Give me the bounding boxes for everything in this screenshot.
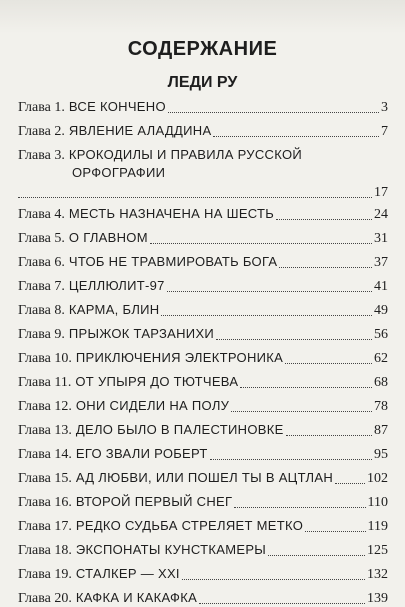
toc-entry [18,421,388,439]
dot-leader [216,338,372,340]
page-number: 49 [374,303,388,318]
chapter-label: Глава 20. [18,591,72,606]
chapter-title: ЭКСПОНАТЫ КУНСТКАМЕРЫ [75,542,267,557]
page-number: 68 [374,375,388,390]
chapter-title: ОНИ СИДЕЛИ НА ПОЛУ [75,398,230,413]
chapter-label: Глава 13. [18,423,72,438]
page-number: 37 [374,255,388,270]
chapter-label: Глава 15. [18,471,72,486]
toc-entry [18,373,388,391]
toc-entry [18,445,388,463]
toc-entry [18,205,388,223]
toc-entry [18,517,388,535]
chapter-title: ПРЫЖОК ТАРЗАНИХИ [68,326,215,341]
chapter-label: Глава 3. [18,148,65,163]
dot-leader [213,135,379,137]
toc-entry [18,253,388,271]
page-number: 119 [367,519,388,534]
toc-entry [18,589,388,607]
toc-entry [18,349,388,367]
page-number: 17 [374,185,388,200]
page-number: 41 [374,279,388,294]
toc-entry [18,122,388,140]
dot-leader [268,554,365,556]
chapter-label: Глава 2. [18,124,65,139]
toc-entry [18,493,388,511]
dot-leader [240,386,372,388]
toc-entry [18,325,388,343]
chapter-label: Глава 8. [18,303,65,318]
chapter-title: МЕСТЬ НАЗНАЧЕНА НА ШЕСТЬ [68,206,275,221]
chapter-title: ВТОРОЙ ПЕРВЫЙ СНЕГ [75,494,233,509]
chapter-label: Глава 14. [18,447,72,462]
page-number: 110 [367,495,388,510]
chapter-title: О ГЛАВНОМ [68,230,148,245]
page-number: 95 [374,447,388,462]
chapter-title: ПРИКЛЮЧЕНИЯ ЭЛЕКТРОНИКА [75,350,284,365]
chapter-label: Глава 9. [18,327,65,342]
chapter-label: Глава 7. [18,279,65,294]
toc-entry [18,565,388,583]
part-title: ЛЕДИ РУ [167,74,238,91]
page-number: 125 [367,543,388,558]
page-number: 78 [374,399,388,414]
chapter-title-continued: ОРФОГРАФИИ [72,165,166,180]
toc-entry [18,301,388,319]
dot-leader [234,506,365,508]
chapter-title: ОТ УПЫРЯ ДО ТЮТЧЕВА [75,374,239,389]
dot-leader [335,482,365,484]
dot-leader [199,602,365,604]
dot-leader [18,196,372,198]
page-number: 62 [374,351,388,366]
page-number: 31 [374,231,388,246]
chapter-title: КАФКА И КАКАФКА [75,590,198,605]
page-number: 132 [367,567,388,582]
contents-heading: СОДЕРЖАНИЕ [127,38,278,60]
chapter-label: Глава 19. [18,567,72,582]
toc-entry [18,541,388,559]
chapter-label: Глава 4. [18,207,65,222]
dot-leader [286,434,372,436]
toc-entry [18,146,388,201]
dot-leader [161,314,372,316]
toc-entry [18,277,388,295]
dot-leader [285,362,372,364]
chapter-label: Глава 18. [18,543,72,558]
dot-leader [276,218,372,220]
chapter-title: АД ЛЮБВИ, ИЛИ ПОШЕЛ ТЫ В АЦТЛАН [75,470,334,485]
chapter-label: Глава 5. [18,231,65,246]
page-number: 7 [381,124,388,139]
chapter-title: РЕДКО СУДЬБА СТРЕЛЯЕТ МЕТКО [75,518,304,533]
dot-leader [305,530,365,532]
toc-entry [18,98,388,116]
chapter-title: КРОКОДИЛЫ И ПРАВИЛА РУССКОЙ [68,147,303,162]
page-number: 56 [374,327,388,342]
dot-leader [182,578,365,580]
chapter-label: Глава 6. [18,255,65,270]
chapter-label: Глава 16. [18,495,72,510]
chapter-label: Глава 11. [18,375,72,390]
chapter-title: СТАЛКЕР — XXI [75,566,180,581]
chapter-title: ЕГО ЗВАЛИ РОБЕРТ [75,446,208,461]
toc-entry [18,397,388,415]
previous-page-bleed [0,0,405,34]
chapter-title: ЧТОБ НЕ ТРАВМИРОВАТЬ БОГА [68,254,278,269]
chapter-title: ЦЕЛЛЮЛИТ-97 [68,278,165,293]
page-number: 139 [367,591,388,606]
chapter-label: Глава 17. [18,519,72,534]
chapter-title: КАРМА, БЛИН [68,302,160,317]
page-number: 87 [374,423,388,438]
dot-leader [279,266,372,268]
chapter-label: Глава 10. [18,351,72,366]
page-number: 3 [381,100,388,115]
toc-entry [18,469,388,487]
dot-leader [168,111,379,113]
table-of-contents [18,98,388,607]
dot-leader [167,290,372,292]
page-number: 102 [367,471,388,486]
chapter-title: ЯВЛЕНИЕ АЛАДДИНА [68,123,212,138]
dot-leader [210,458,372,460]
chapter-title: ДЕЛО БЫЛО В ПАЛЕСТИНОВКЕ [75,422,284,437]
chapter-label: Глава 1. [18,100,65,115]
toc-entry [18,229,388,247]
chapter-title: ВСЕ КОНЧЕНО [68,99,166,114]
dot-leader [231,410,372,412]
chapter-label: Глава 12. [18,399,72,414]
dot-leader [150,242,372,244]
page-number: 24 [374,207,388,222]
